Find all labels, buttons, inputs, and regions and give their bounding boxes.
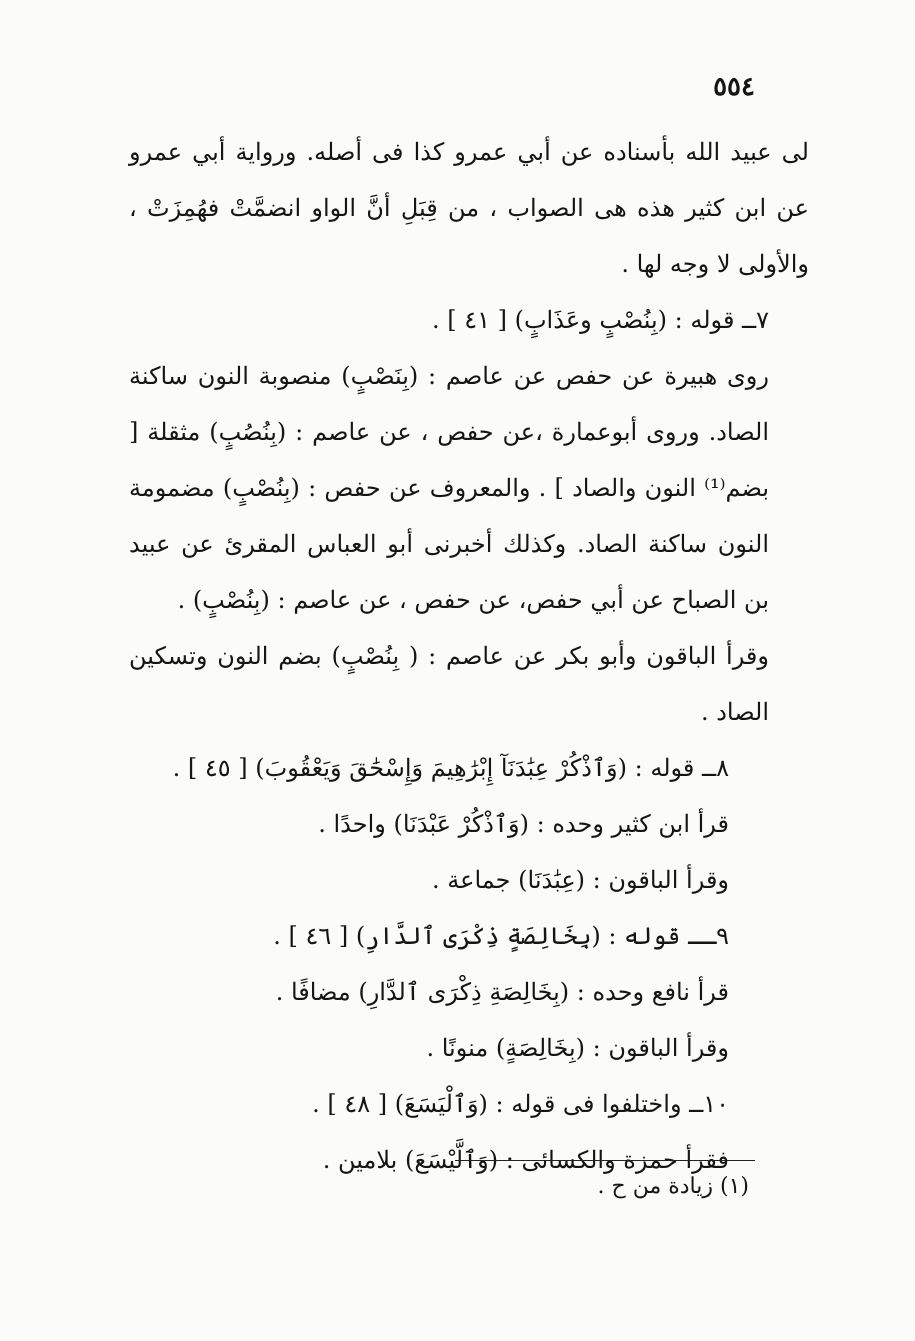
footnote-divider <box>455 1160 755 1161</box>
paragraph: ١٠ــ واختلفوا فى قوله : (وَٱلْيَسَعَ) [ ٤٨ ] . <box>312 1090 729 1118</box>
paragraph: قرأ نافع وحده : (بِخَالِصَةِ ذِكْرَى ٱلدَّارِ) مضافًا . <box>275 978 729 1006</box>
paragraph: وقرأ الباقون : (بِخَالِصَةٍ) منونًا . <box>426 1034 729 1062</box>
main-text <box>129 124 809 1188</box>
paragraph: لى عبيد الله بأسناده عن أبي عمرو كذا فى أصله. ورواية أبي عمرو عن ابن كثير هذه هى الصواب ، من قِبَلِ أنَّ الواو انضمَّتْ فهُمِزَتْ ، والأولى لا وجه لها . <box>129 138 809 278</box>
page-number: ٥٥٤ <box>713 72 755 102</box>
paragraph: ٧ــ قوله : (بِنُصْبٍ وعَذَابٍ) [ ٤١ ] . <box>431 306 769 334</box>
footnote: (١) زيادة من ح . <box>597 1174 749 1199</box>
paragraph: وقرأ الباقون : (عِبَٰدَنَا) جماعة . <box>432 866 729 894</box>
paragraph: ٩ــ قوله : (بِخَالِصَةٍ ذِكْرَى ٱلدَّارِ) [ ٤٦ ] . <box>273 922 729 950</box>
paragraph: قرأ ابن كثير وحده : (وَٱذْكُرْ عَبْدَنَا) واحدًا . <box>318 810 729 838</box>
paragraph: فقرأ حمزة والكسائى : (وَٱلَّيْسَعَ) بلامين . <box>322 1146 729 1174</box>
paragraph: روى هبيرة عن حفص عن عاصم : (بِنَصْبٍ) منصوبة النون ساكنة الصاد. وروى أبوعمارة ،عن حفص ، عن عاصم : (بِنُصُبٍ) مثقلة [ بضم⁽¹⁾ النون والصاد ] . والمعروف عن حفص : (بِنُصْبٍ) مضمومة النون ساكنة الصاد. وكذلك أخبرنى أبو العباس المقرئ عن عبيد بن الصباح عن أبي حفص، عن حفص ، عن عاصم : (بِنُصْبٍ) . <box>129 362 769 614</box>
paragraph: وقرأ الباقون وأبو بكر عن عاصم : ( بِنُصْبٍ) بضم النون وتسكين الصاد . <box>129 642 769 726</box>
paragraph: ٨ــ قوله : (وَٱذْكُرْ عِبَٰدَنَآ إِبْرَٰهِيمَ وَإِسْحَٰقَ وَيَعْقُوبَ) [ ٤٥ ] . <box>172 754 729 782</box>
